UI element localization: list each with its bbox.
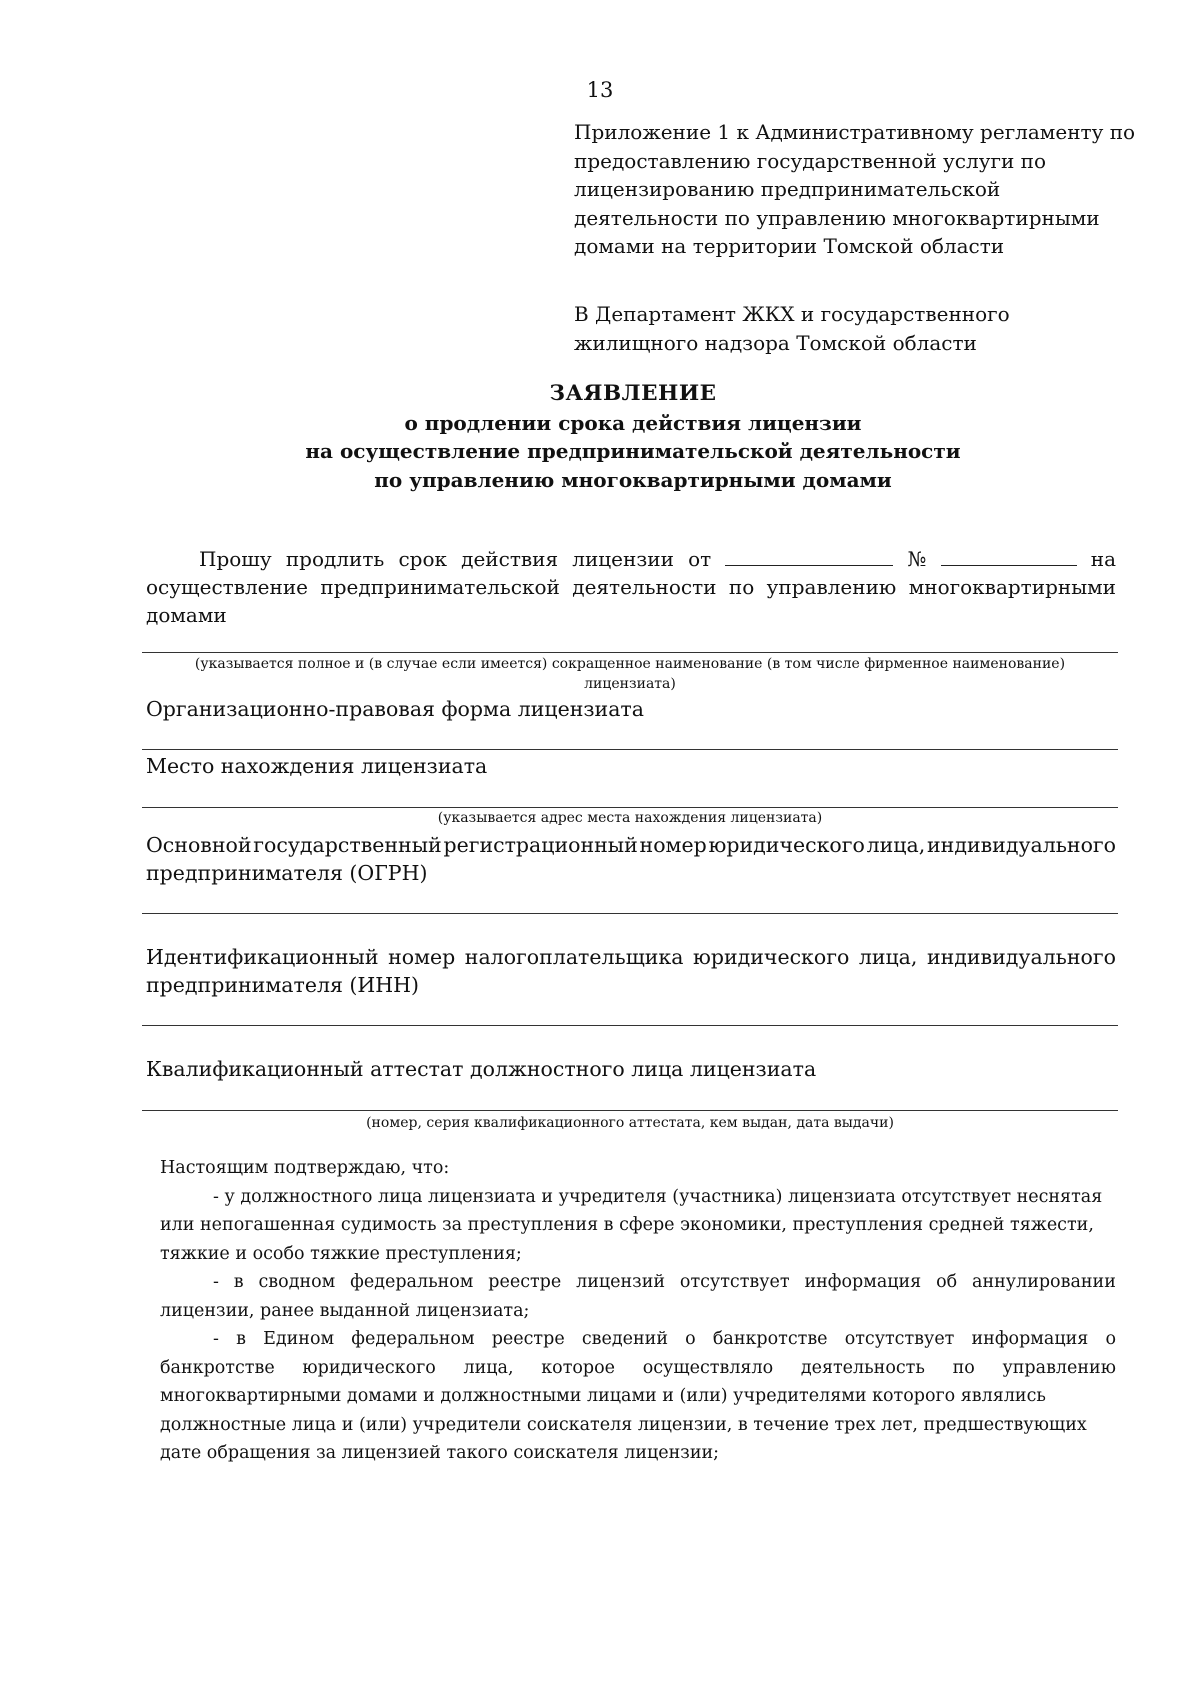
legal-form-label: Организационно-правовая форма лицензиата [146, 697, 644, 721]
word: номер [388, 945, 456, 969]
word: аннулировании [972, 1272, 1116, 1292]
inn-line-1 [146, 943, 1116, 971]
word: - [213, 1329, 219, 1349]
word: сводном [258, 1272, 336, 1292]
word: осуществляло [642, 1357, 774, 1378]
word: лицензии [572, 547, 674, 571]
word: по [952, 1357, 975, 1378]
request-line-2 [146, 573, 1116, 601]
location-hint: (указывается адрес места нахождения лицензиата) [437, 810, 823, 826]
word: осуществление [146, 575, 309, 599]
word: в [233, 1272, 244, 1292]
word: которое [541, 1357, 616, 1378]
bullet-1-line-3: тяжкие и особо тяжкие преступления; [160, 1243, 522, 1264]
word: по [728, 575, 755, 599]
document-title-block [0, 380, 1200, 494]
request-line-3: домами [146, 603, 227, 627]
word: об [936, 1272, 958, 1292]
word: деятельности [572, 575, 717, 599]
word: в [236, 1329, 246, 1349]
word: Едином [263, 1329, 335, 1349]
word: индивидуального [927, 833, 1116, 857]
word: о [1105, 1329, 1116, 1349]
word: лицензий [576, 1272, 666, 1292]
confirmation-intro: Настоящим подтверждаю, что: [160, 1158, 450, 1178]
appendix-line: Приложение 1 к Административному регламенту по [574, 120, 1136, 144]
word: срок [398, 547, 447, 571]
license-number-field[interactable] [941, 545, 1077, 566]
bullet-3-line-3: многоквартирными домами и должностными лицами и (или) учредителями которого являлись [160, 1386, 1046, 1406]
word: информация [804, 1272, 922, 1292]
bullet-2-line-2: лицензии, ранее выданной лицензиата; [160, 1300, 530, 1321]
inn-field[interactable] [142, 1025, 1118, 1026]
word: отсутствует [844, 1329, 955, 1349]
bullet-2-line-1 [160, 1268, 1116, 1297]
word: реестре [491, 1329, 565, 1349]
word: реестре [488, 1272, 562, 1292]
word: - [213, 1272, 219, 1292]
inn-line-2: предпринимателя (ИНН) [146, 973, 420, 997]
document-title: ЗАЯВЛЕНИЕ [549, 381, 717, 406]
word: регистрационный [443, 833, 638, 857]
appendix-line: деятельности по управлению многоквартирными [574, 205, 1100, 230]
bullet-3-line-1 [160, 1325, 1116, 1354]
document-subtitle: на осуществление предпринимательской деятельности [305, 439, 961, 463]
addressee [574, 300, 1134, 357]
ogrn-label [146, 831, 1116, 887]
bullet-1-line-1: - у должностного лица лицензиата и учредителя (участника) лицензиата отсутствует неснятая [213, 1186, 1103, 1207]
addressee-line: В Департамент ЖКХ и государственного [574, 302, 1010, 326]
request-paragraph [146, 545, 1116, 629]
word: лица, [463, 1357, 514, 1378]
licensee-name-field[interactable] [142, 652, 1118, 653]
ogrn-line-2: предпринимателя (ОГРН) [146, 861, 428, 885]
appendix-line: домами на территории Томской области [574, 234, 1005, 258]
word: деятельность [800, 1357, 925, 1378]
certificate-label: Квалификационный аттестат должностного лица лицензиата [146, 1057, 817, 1081]
bullet-1-line-2: или непогашенная судимость за преступления в сфере экономики, преступления средней тяжести, [160, 1215, 1094, 1235]
legal-form-field[interactable] [142, 749, 1118, 750]
word: от [688, 547, 712, 571]
word: действия [461, 547, 559, 571]
word: налогоплательщика [464, 945, 684, 969]
page-number: 13 [586, 78, 614, 102]
inn-label [146, 943, 1116, 999]
word: информация [971, 1329, 1089, 1349]
appendix-line: лицензированию предпринимательской [574, 177, 1001, 201]
bullet-3-line-4: должностные лица и (или) учредители соискателя лицензии, в течение трех лет, предшествующих [160, 1414, 1087, 1435]
word: номер [639, 833, 707, 857]
ogrn-field[interactable] [142, 913, 1118, 914]
word: банкротстве [712, 1329, 828, 1349]
document-subtitle: по управлению многоквартирными домами [374, 467, 892, 492]
certificate-hint: (номер, серия квалификационного аттестата, кем выдан, дата выдачи) [366, 1115, 894, 1131]
word: многоквартирными [908, 575, 1116, 599]
location-label: Место нахождения лицензиата [146, 754, 488, 778]
word: о [685, 1329, 696, 1349]
document-subtitle: о продлении срока действия лицензии [404, 410, 862, 435]
word: отсутствует [679, 1272, 790, 1292]
word: юридического [692, 945, 850, 969]
hint-line: (указывается полное и (в случае если имеется) сокращенное наименование (в том числе фирменное наименование) [194, 656, 1066, 672]
word: юридического [708, 833, 865, 857]
word: государственный [253, 833, 442, 857]
word: федеральном [351, 1329, 475, 1349]
word: юридического [302, 1357, 436, 1378]
number-sign: № [907, 547, 927, 571]
word: лица, [858, 945, 918, 969]
word: предпринимательской [320, 575, 560, 599]
word: продлить [285, 547, 385, 571]
confirmation-block [160, 1154, 1116, 1468]
bullet-3-line-2 [160, 1354, 1116, 1383]
word: индивидуального [926, 945, 1116, 969]
word: Идентификационный [146, 945, 379, 969]
word: лица, [866, 833, 926, 857]
bullet-3-line-5: дате обращения за лицензией такого соискателя лицензии; [160, 1443, 720, 1463]
word: управлению [766, 575, 897, 599]
hint-line: лицензиата) [584, 676, 676, 692]
license-date-field[interactable] [725, 545, 893, 566]
word: сведений [581, 1329, 668, 1349]
word: на [1090, 547, 1116, 571]
word: федеральном [350, 1272, 474, 1292]
word: банкротстве [160, 1357, 275, 1378]
addressee-line: жилищного надзора Томской области [574, 330, 977, 355]
appendix-line: предоставлению государственной услуги по [574, 148, 1047, 173]
ogrn-line-1 [146, 831, 1116, 859]
word: управлению [1002, 1357, 1116, 1378]
licensee-name-hint [142, 654, 1118, 694]
word: Основной [146, 833, 252, 857]
certificate-field[interactable] [142, 1110, 1118, 1111]
appendix-note [574, 118, 1134, 261]
word: Прошу [199, 547, 272, 571]
request-line-1 [146, 545, 1116, 573]
